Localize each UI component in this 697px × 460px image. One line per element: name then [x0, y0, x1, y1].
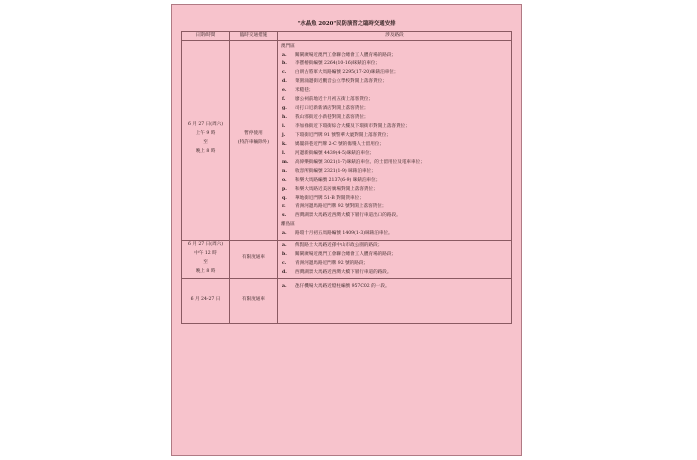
item-marker: i. [282, 124, 286, 130]
road-item [281, 167, 508, 176]
measure-cell [230, 41, 278, 241]
item-marker: q. [282, 195, 287, 201]
document-page [171, 4, 522, 456]
item-text: 俾賢路士大馬路近孫中山市政公園的路段； [295, 243, 383, 249]
item-text: 白朗古將軍大馬路編號 2295(17-20)咪錶泊車位； [295, 70, 399, 76]
table-row [182, 240, 512, 279]
item-text: 西灣湖景大馬路近西灣大橋下層行車道出口的路段。 [295, 213, 401, 219]
time-line: 6 月 24-27 日 [190, 296, 221, 302]
item-marker: a. [282, 283, 287, 289]
road-item [281, 176, 508, 185]
measure-line: 有限度通車 [242, 255, 265, 260]
item-marker: r. [282, 204, 286, 210]
time-line: 晚上 8 時 [195, 149, 216, 155]
item-marker: a. [282, 243, 287, 249]
roads-cell [278, 240, 512, 279]
road-item [281, 60, 508, 69]
road-item [281, 230, 508, 239]
item-marker: b. [282, 252, 287, 258]
time-cell [182, 240, 230, 279]
time-line: 6 月 27 日(周六) [187, 241, 224, 247]
item-text: 路環十月初五馬路編號 1409(1-3)咪錶泊車位。 [295, 231, 393, 237]
item-marker: s. [282, 213, 287, 219]
road-item [281, 268, 508, 277]
item-marker: j. [282, 132, 286, 138]
time-line: 至 [203, 259, 208, 265]
time-line: 至 [203, 140, 208, 146]
header-roads: 涉及路段 [278, 32, 512, 41]
item-text: 收容所街編號 2321(1-9) 咪錶泊車位； [295, 168, 376, 174]
item-text: 和樂大馬路近美居廣場對開上落客貨位； [295, 186, 378, 192]
item-text: 河邊新街編號 4439(4-5)咪錶泊車位； [295, 150, 375, 156]
item-marker: c. [282, 70, 287, 76]
item-marker: b. [282, 61, 287, 67]
item-marker: a. [282, 52, 287, 58]
district-heading: 離島區 [281, 222, 295, 228]
item-marker: e. [282, 88, 287, 94]
item-marker: o. [282, 177, 287, 183]
item-text: 和樂大馬路編號 2137(6-9) 咪錶泊車位； [295, 177, 381, 183]
item-text: 西灣湖景大馬路近西灣大橋下層行車道的路段。 [295, 270, 392, 276]
road-item [281, 282, 508, 291]
table-row [182, 41, 512, 241]
district-heading: 澳門區 [281, 43, 295, 49]
item-text: 華地街近門牌 51-B 對開貨車位； [295, 195, 364, 201]
item-marker: d. [282, 270, 287, 276]
item-text: 我山邪街近小新巷對開上落客貨位； [295, 115, 369, 121]
road-item [281, 251, 508, 260]
item-marker: m. [282, 159, 289, 165]
table-row [182, 279, 512, 324]
item-text: 李寶椿街編號 2264(10-16)咪錶泊車位； [295, 61, 381, 67]
road-item [281, 122, 508, 131]
measure-cell [230, 279, 278, 324]
item-marker: h. [282, 115, 287, 121]
item-marker: p. [282, 186, 287, 192]
measure-line: 暫停使用 [244, 131, 263, 137]
road-item [281, 149, 508, 158]
road-item [281, 203, 508, 212]
item-marker: a. [282, 231, 287, 237]
item-text: 高偉樂街編號 3021(1-7)咪錶泊車位、的士留用位及電車車位； [295, 159, 425, 165]
road-item [281, 114, 508, 123]
measure-line: (特許車輛除外) [237, 140, 270, 146]
item-text: 媽閣斜巷近門牌 2-C 號的傷殘人士留用位； [295, 141, 385, 147]
time-line: 中午 12 時 [194, 250, 217, 256]
time-line: 上午 9 時 [195, 131, 216, 137]
road-item [281, 158, 508, 167]
table-header-row [182, 32, 512, 41]
road-item [281, 185, 508, 194]
header-measure: 臨時交通措施 [230, 32, 278, 41]
road-item [281, 51, 508, 60]
roads-cell [278, 279, 512, 324]
road-item [281, 260, 508, 269]
road-item [281, 194, 508, 203]
item-marker: f. [282, 97, 286, 103]
road-item [281, 87, 508, 96]
road-item [281, 212, 508, 221]
item-text: 菜園涌邊街近觀音公立學校對開上落客貨位； [295, 79, 387, 85]
item-text: 米糙巷； [295, 88, 314, 94]
road-item [281, 242, 508, 251]
road-item [281, 105, 508, 114]
road-item [281, 96, 508, 105]
item-marker: n. [282, 168, 287, 174]
road-item [281, 140, 508, 149]
header-datetime: 日期/時間 [182, 32, 230, 41]
time-cell [182, 41, 230, 241]
roads-cell [278, 41, 512, 241]
road-item [281, 69, 508, 78]
item-text: 氹仔機場大馬路近燈柱編號 957C02 的一段。 [295, 283, 390, 289]
item-text: 關閘廣場近澳門工會聯合總會工人體育場的路段； [295, 52, 397, 58]
item-marker: c. [282, 261, 287, 267]
item-text: 關閘廣場近澳門工會聯合總會工人體育場的路段； [295, 252, 397, 258]
item-text: 廖公祠前地近十月初五街上落客貨位； [295, 97, 374, 103]
item-marker: k. [282, 141, 287, 147]
item-marker: l. [282, 150, 286, 156]
item-text: 李加祿街近下環街綜合大樓及下環街市對開上落客貨位； [295, 124, 410, 130]
item-marker: g. [282, 106, 287, 112]
document-title: "水晶魚 2020"民防演習之臨時交通安排 [297, 21, 396, 27]
item-marker: d. [282, 79, 287, 85]
time-line: 晚上 8 時 [195, 268, 216, 274]
traffic-arrangement-table [181, 31, 512, 324]
measure-cell [230, 240, 278, 279]
time-cell [182, 279, 230, 324]
item-text: 司打口近新新酒店對開上落客貨位； [295, 106, 369, 112]
road-item [281, 78, 508, 87]
time-line: 6 月 27 日(周六) [187, 122, 224, 128]
road-item [281, 131, 508, 140]
item-text: 青洲河邊馬路近門牌 92 號對開上落客貨位； [295, 204, 387, 210]
item-text: 下環街近門牌 91 號警華大廈對開上落客貨位； [295, 132, 392, 138]
item-text: 青洲河邊馬路近門牌 92 號的路段； [295, 261, 369, 267]
measure-line: 有限度通車 [242, 296, 265, 302]
